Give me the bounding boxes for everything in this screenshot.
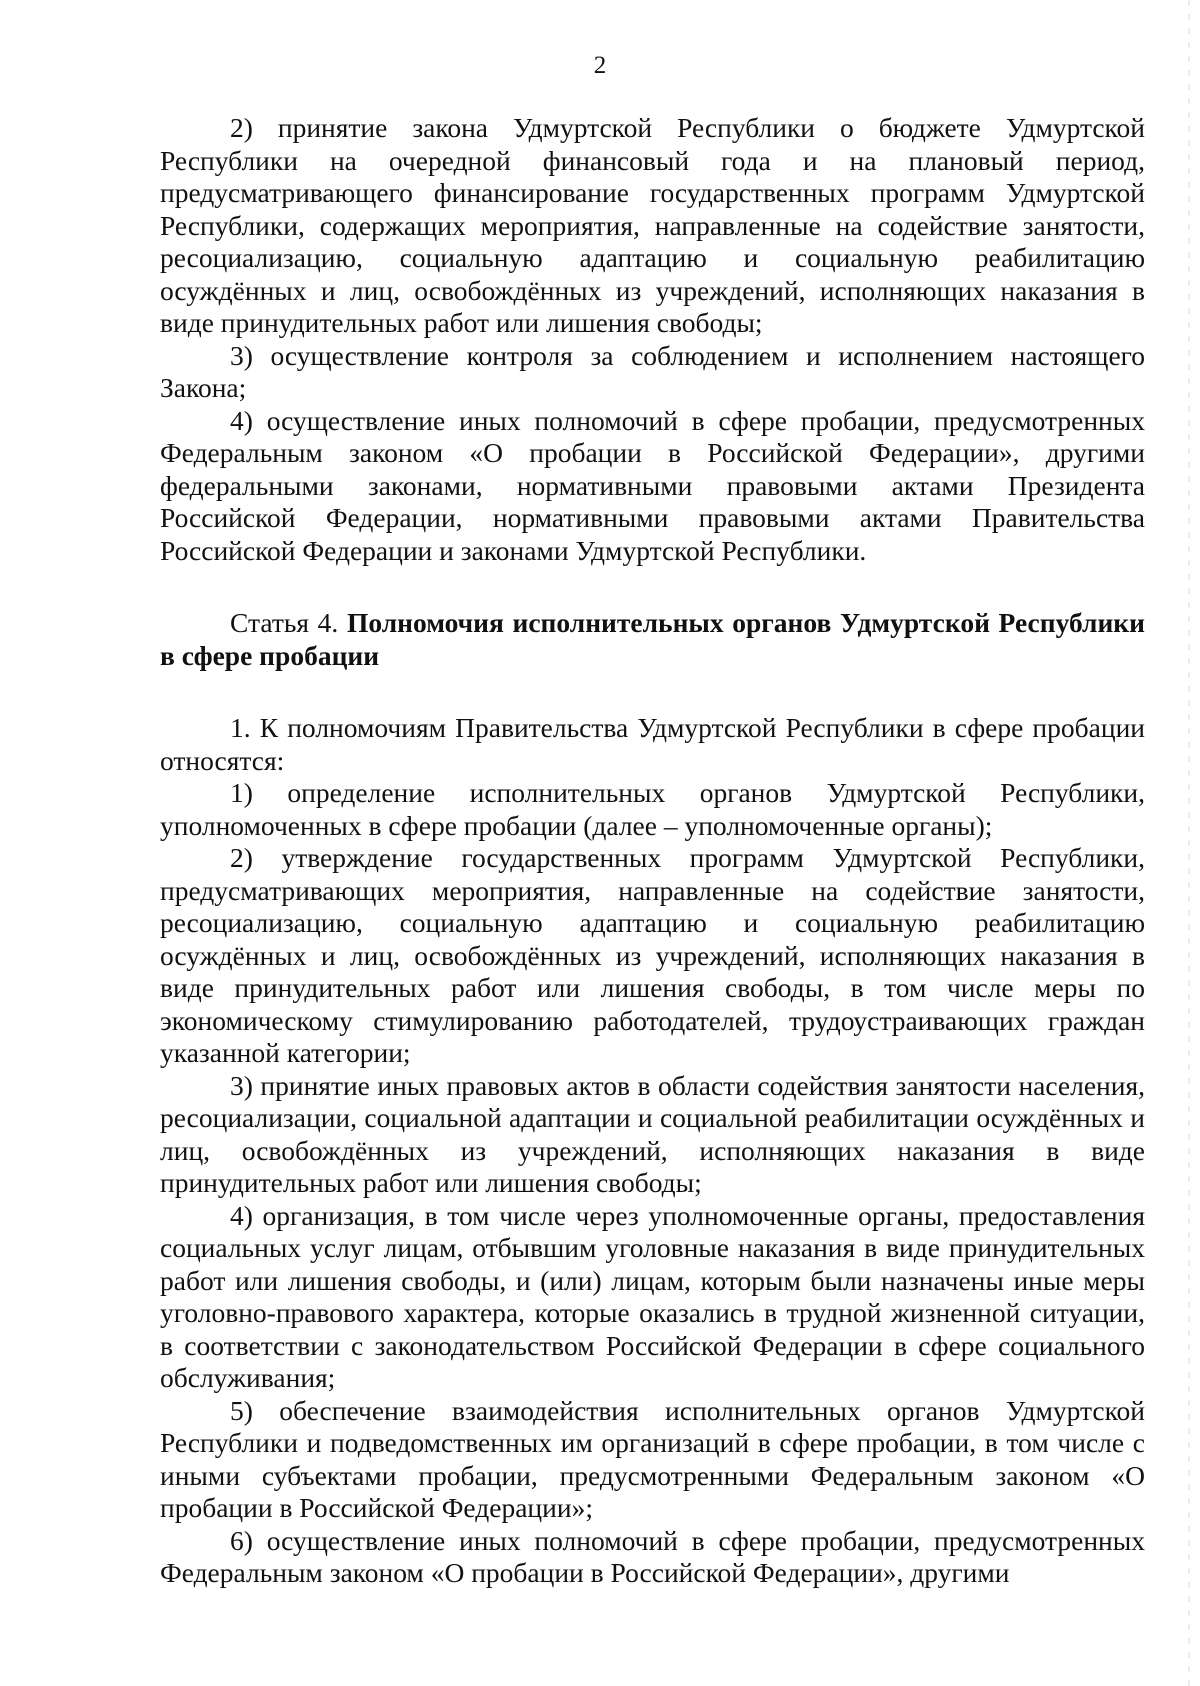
paragraph: 3) осуществление контроля за соблюдением и исполнением настоящего Закона; (160, 339, 1145, 403)
article-title: Полномочия исполнительных органов Удмуртской Республики в сфере пробации (160, 607, 1145, 671)
article-label: Статья 4. (230, 607, 339, 638)
paragraph: 1) определение исполнительных органов Удмуртской Республики, уполномоченных в сфере пробации (далее – уполномоченные органы); (160, 777, 1145, 841)
document-body (160, 112, 1145, 1590)
paragraph: 2) принятие закона Удмуртской Республики о бюджете Удмуртской Республики на очередной финансовый года и на плановый период, предусматривающего финансирование государственных программ Удмуртской Республики, содержащих мероприятия, направленные на содействие занятости, ресоциализацию, социальную адаптацию и социальную реабилитацию осуждённых и лиц, освобождённых из учреждений, исполняющих наказания в виде принудительных работ или лишения свободы; (160, 112, 1145, 338)
article-heading (160, 607, 1145, 672)
paragraph: 4) осуществление иных полномочий в сфере пробации, предусмотренных Федеральным законом «О пробации в Российской Федерации», другими федеральными законами, нормативными правовыми актами Президента Российской Федерации, нормативными правовыми актами Правительства Российской Федерации и законами Удмуртской Республики. (160, 404, 1145, 566)
paragraph: 5) обеспечение взаимодействия исполнительных органов Удмуртской Республики и подведомственных им организаций в сфере пробации, в том числе с иными субъектами пробации, предусмотренными Федеральным законом «О пробации в Российской Федерации»; (160, 1394, 1145, 1523)
page-number: 2 (593, 52, 607, 79)
paragraph: 3) принятие иных правовых актов в области содействия занятости населения, ресоциализации, социальной адаптации и социальной реабилитации осуждённых и лиц, освобождённых из учреждений, исполняющих наказания в виде принудительных работ или лишения свободы; (160, 1069, 1145, 1198)
paragraph: 6) осуществление иных полномочий в сфере пробации, предусмотренных Федеральным законом «О пробации в Российской Федерации», другими (160, 1524, 1145, 1588)
scan-edge-artifact (1188, 0, 1190, 1686)
paragraph: 1. К полномочиям Правительства Удмуртской Республики в сфере пробации относятся: (160, 712, 1145, 776)
paragraph: 4) организация, в том числе через уполномоченные органы, предоставления социальных услуг лицам, отбывшим уголовные наказания в виде принудительных работ или лишения свободы, и (или) лицам, которым были назначены иные меры уголовно-правового характера, которые оказались в трудной жизненной ситуации, в соответствии с законодательством Российской Федерации в сфере социального обслуживания; (160, 1199, 1145, 1393)
paragraph: 2) утверждение государственных программ Удмуртской Республики, предусматривающих мероприятия, направленные на содействие занятости, ресоциализацию, социальную адаптацию и социальную реабилитацию осуждённых и лиц, освобождённых из учреждений, исполняющих наказания в виде принудительных работ или лишения свободы, в том числе меры по экономическому стимулированию работодателей, трудоустраивающих граждан указанной категории; (160, 842, 1145, 1068)
